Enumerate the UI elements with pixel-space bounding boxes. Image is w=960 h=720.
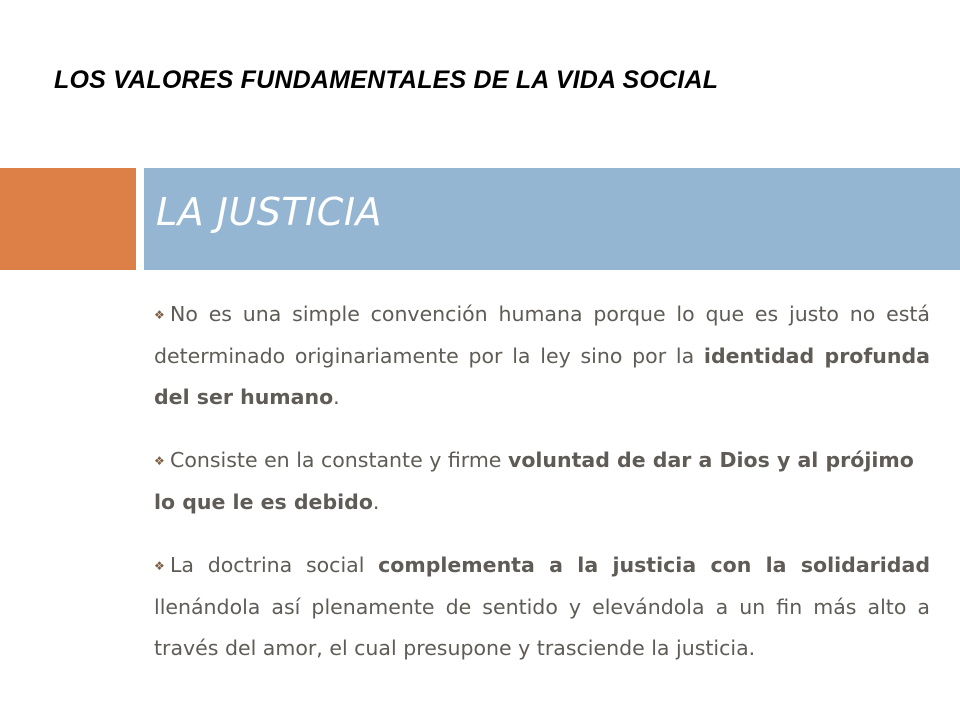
- paragraph-3-end: llenándola así plenamente de sentido y elevándola a un fin más alto a través del amor, el cual presupone y trasciende la justicia.: [154, 595, 930, 660]
- bullet-paragraph-1: [154, 294, 930, 418]
- paragraph-3-text: La doctrina social: [170, 553, 379, 577]
- paragraph-3-emphasis: complementa a la justicia con la solidaridad: [378, 553, 930, 577]
- bullet-paragraph-3: [154, 545, 930, 669]
- paragraph-1-emphasis: identidad profunda del ser humano: [154, 344, 930, 409]
- paragraph-2-end: .: [372, 490, 380, 514]
- paragraph-2-text: Consiste en la constante y firme: [170, 448, 508, 472]
- title-bar: [144, 168, 960, 270]
- slide-body: [154, 294, 930, 669]
- bullet-diamond-icon: ❖: [154, 454, 165, 468]
- slide-heading: LOS VALORES FUNDAMENTALES DE LA VIDA SOCIAL: [54, 66, 719, 94]
- paragraph-2-emphasis: voluntad de dar a Dios y al prójimo lo que le es debido: [154, 448, 914, 514]
- bullet-diamond-icon: ❖: [154, 308, 165, 322]
- paragraph-1-text: No es una simple convención humana porque lo que es justo no está determinado originariamente por la ley sino por la: [154, 302, 930, 368]
- slide-title: LA JUSTICIA: [156, 190, 383, 234]
- bullet-paragraph-2: [154, 440, 930, 523]
- accent-block: [0, 168, 136, 270]
- title-band: [0, 168, 960, 270]
- paragraph-1-end: .: [333, 385, 340, 409]
- bullet-diamond-icon: ❖: [154, 559, 165, 573]
